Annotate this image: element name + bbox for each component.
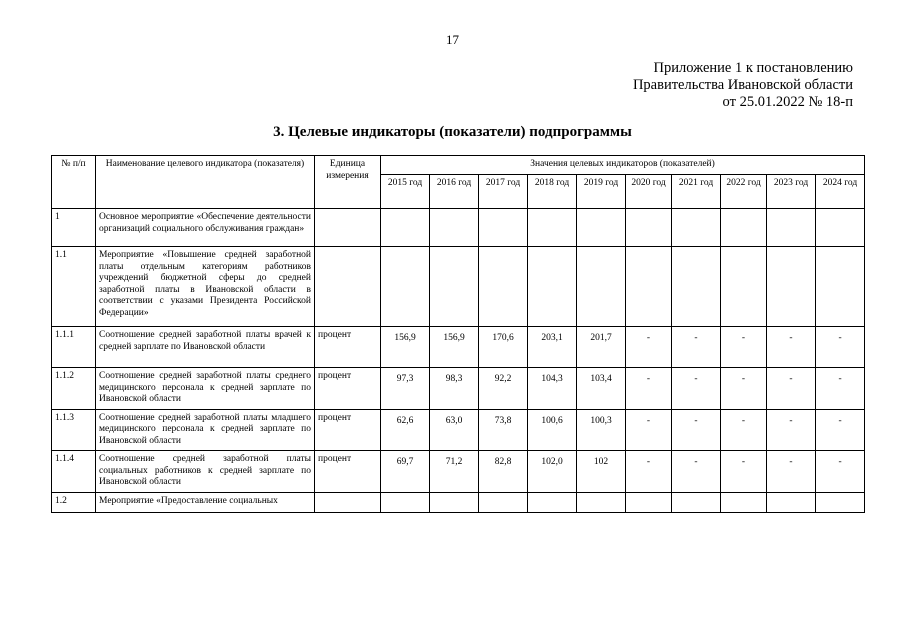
value-cell: 92,2: [479, 368, 528, 410]
table-row: [52, 409, 865, 451]
value-cell: [430, 247, 479, 327]
value-cell: -: [721, 327, 767, 368]
value-cell: -: [672, 451, 721, 493]
value-cell: [721, 247, 767, 327]
value-cell: -: [767, 327, 816, 368]
value-cell: [528, 492, 577, 512]
header-unit: Единица измерения: [315, 156, 381, 209]
value-cell: [430, 492, 479, 512]
row-name: Мероприятие «Предоставление социальных: [96, 492, 315, 512]
value-cell: [767, 247, 816, 327]
value-cell: 73,8: [479, 409, 528, 451]
value-cell: [626, 492, 672, 512]
table-row: [52, 247, 865, 327]
value-cell: [430, 209, 479, 247]
page-number: 17: [446, 32, 459, 47]
header-year: 2017 год: [479, 175, 528, 209]
table-row: [52, 368, 865, 410]
table-row: [52, 209, 865, 247]
value-cell: 103,4: [577, 368, 626, 410]
value-cell: 203,1: [528, 327, 577, 368]
value-cell: [672, 209, 721, 247]
value-cell: 100,3: [577, 409, 626, 451]
value-cell: -: [721, 451, 767, 493]
header-year: 2020 год: [626, 175, 672, 209]
value-cell: 102: [577, 451, 626, 493]
value-cell: [767, 209, 816, 247]
value-cell: -: [626, 368, 672, 410]
appendix-line-3: от 25.01.2022 № 18-п: [722, 94, 853, 110]
value-cell: 62,6: [381, 409, 430, 451]
value-cell: -: [626, 327, 672, 368]
row-name: Соотношение средней заработной платы среднего медицинского персонала к средней зарплате по Ивановской области: [96, 368, 315, 410]
value-cell: 156,9: [430, 327, 479, 368]
value-cell: -: [672, 368, 721, 410]
value-cell: [626, 247, 672, 327]
value-cell: 102,0: [528, 451, 577, 493]
table-row: [52, 327, 865, 368]
value-cell: [721, 492, 767, 512]
header-year: 2016 год: [430, 175, 479, 209]
table-row: [52, 492, 865, 512]
value-cell: -: [721, 409, 767, 451]
header-year: 2021 год: [672, 175, 721, 209]
row-unit: процент: [315, 409, 381, 451]
row-num: 1.1.3: [52, 409, 96, 451]
value-cell: -: [816, 368, 865, 410]
row-name: Соотношение средней заработной платы младшего медицинского персонала к средней зарплате по Ивановской области: [96, 409, 315, 451]
row-unit: процент: [315, 451, 381, 493]
row-unit: процент: [315, 368, 381, 410]
value-cell: [381, 492, 430, 512]
row-num: 1: [52, 209, 96, 247]
row-num: 1.2: [52, 492, 96, 512]
value-cell: 69,7: [381, 451, 430, 493]
header-row-1: [52, 156, 865, 175]
value-cell: 104,3: [528, 368, 577, 410]
value-cell: [672, 492, 721, 512]
value-cell: 156,9: [381, 327, 430, 368]
value-cell: 100,6: [528, 409, 577, 451]
value-cell: -: [816, 409, 865, 451]
header-year: 2024 год: [816, 175, 865, 209]
value-cell: [816, 209, 865, 247]
value-cell: 82,8: [479, 451, 528, 493]
value-cell: [721, 209, 767, 247]
value-cell: [381, 209, 430, 247]
header-year: 2023 год: [767, 175, 816, 209]
value-cell: [672, 247, 721, 327]
value-cell: [479, 209, 528, 247]
row-num: 1.1.2: [52, 368, 96, 410]
value-cell: 97,3: [381, 368, 430, 410]
value-cell: 201,7: [577, 327, 626, 368]
value-cell: -: [672, 327, 721, 368]
row-num: 1.1: [52, 247, 96, 327]
header-num: № п/п: [52, 156, 96, 209]
header-year: 2015 год: [381, 175, 430, 209]
value-cell: -: [767, 409, 816, 451]
value-cell: [626, 209, 672, 247]
row-num: 1.1.1: [52, 327, 96, 368]
row-name: Основное мероприятие «Обеспечение деятельности организаций социального обслуживания граждан»: [96, 209, 315, 247]
row-unit: [315, 492, 381, 512]
row-unit: процент: [315, 327, 381, 368]
value-cell: 71,2: [430, 451, 479, 493]
header-year: 2019 год: [577, 175, 626, 209]
row-name: Мероприятие «Повышение средней заработной платы отдельным категориям работников учреждений бюджетной сферы до средней заработной платы в Ивановской области в соответствии с указами Президента Российской Федерации»: [96, 247, 315, 327]
header-year: 2018 год: [528, 175, 577, 209]
value-cell: [577, 209, 626, 247]
value-cell: -: [626, 409, 672, 451]
value-cell: [577, 247, 626, 327]
table-row: [52, 451, 865, 493]
value-cell: [479, 492, 528, 512]
value-cell: [767, 492, 816, 512]
indicators-table: [51, 155, 865, 513]
row-name: Соотношение средней заработной платы врачей к средней зарплате по Ивановской области: [96, 327, 315, 368]
header-name: Наименование целевого индикатора (показателя): [96, 156, 315, 209]
value-cell: -: [672, 409, 721, 451]
row-name: Соотношение средней заработной платы социальных работников к средней зарплате по Ивановской области: [96, 451, 315, 493]
value-cell: [479, 247, 528, 327]
value-cell: -: [626, 451, 672, 493]
value-cell: [381, 247, 430, 327]
value-cell: -: [721, 368, 767, 410]
value-cell: [816, 492, 865, 512]
value-cell: [528, 209, 577, 247]
appendix-line-2: Правительства Ивановской области: [632, 77, 853, 93]
value-cell: 170,6: [479, 327, 528, 368]
row-num: 1.1.4: [52, 451, 96, 493]
value-cell: 63,0: [430, 409, 479, 451]
appendix-line-1: Приложение 1 к постановлению: [653, 60, 853, 76]
value-cell: [816, 247, 865, 327]
row-unit: [315, 247, 381, 327]
header-year: 2022 год: [721, 175, 767, 209]
header-values-group: Значения целевых индикаторов (показателей): [381, 156, 865, 175]
value-cell: 98,3: [430, 368, 479, 410]
appendix-header: [633, 60, 853, 111]
row-unit: [315, 209, 381, 247]
value-cell: -: [767, 451, 816, 493]
value-cell: -: [767, 368, 816, 410]
value-cell: -: [816, 327, 865, 368]
section-title: 3. Целевые индикаторы (показатели) подпрограммы: [273, 124, 632, 140]
value-cell: -: [816, 451, 865, 493]
value-cell: [528, 247, 577, 327]
value-cell: [577, 492, 626, 512]
